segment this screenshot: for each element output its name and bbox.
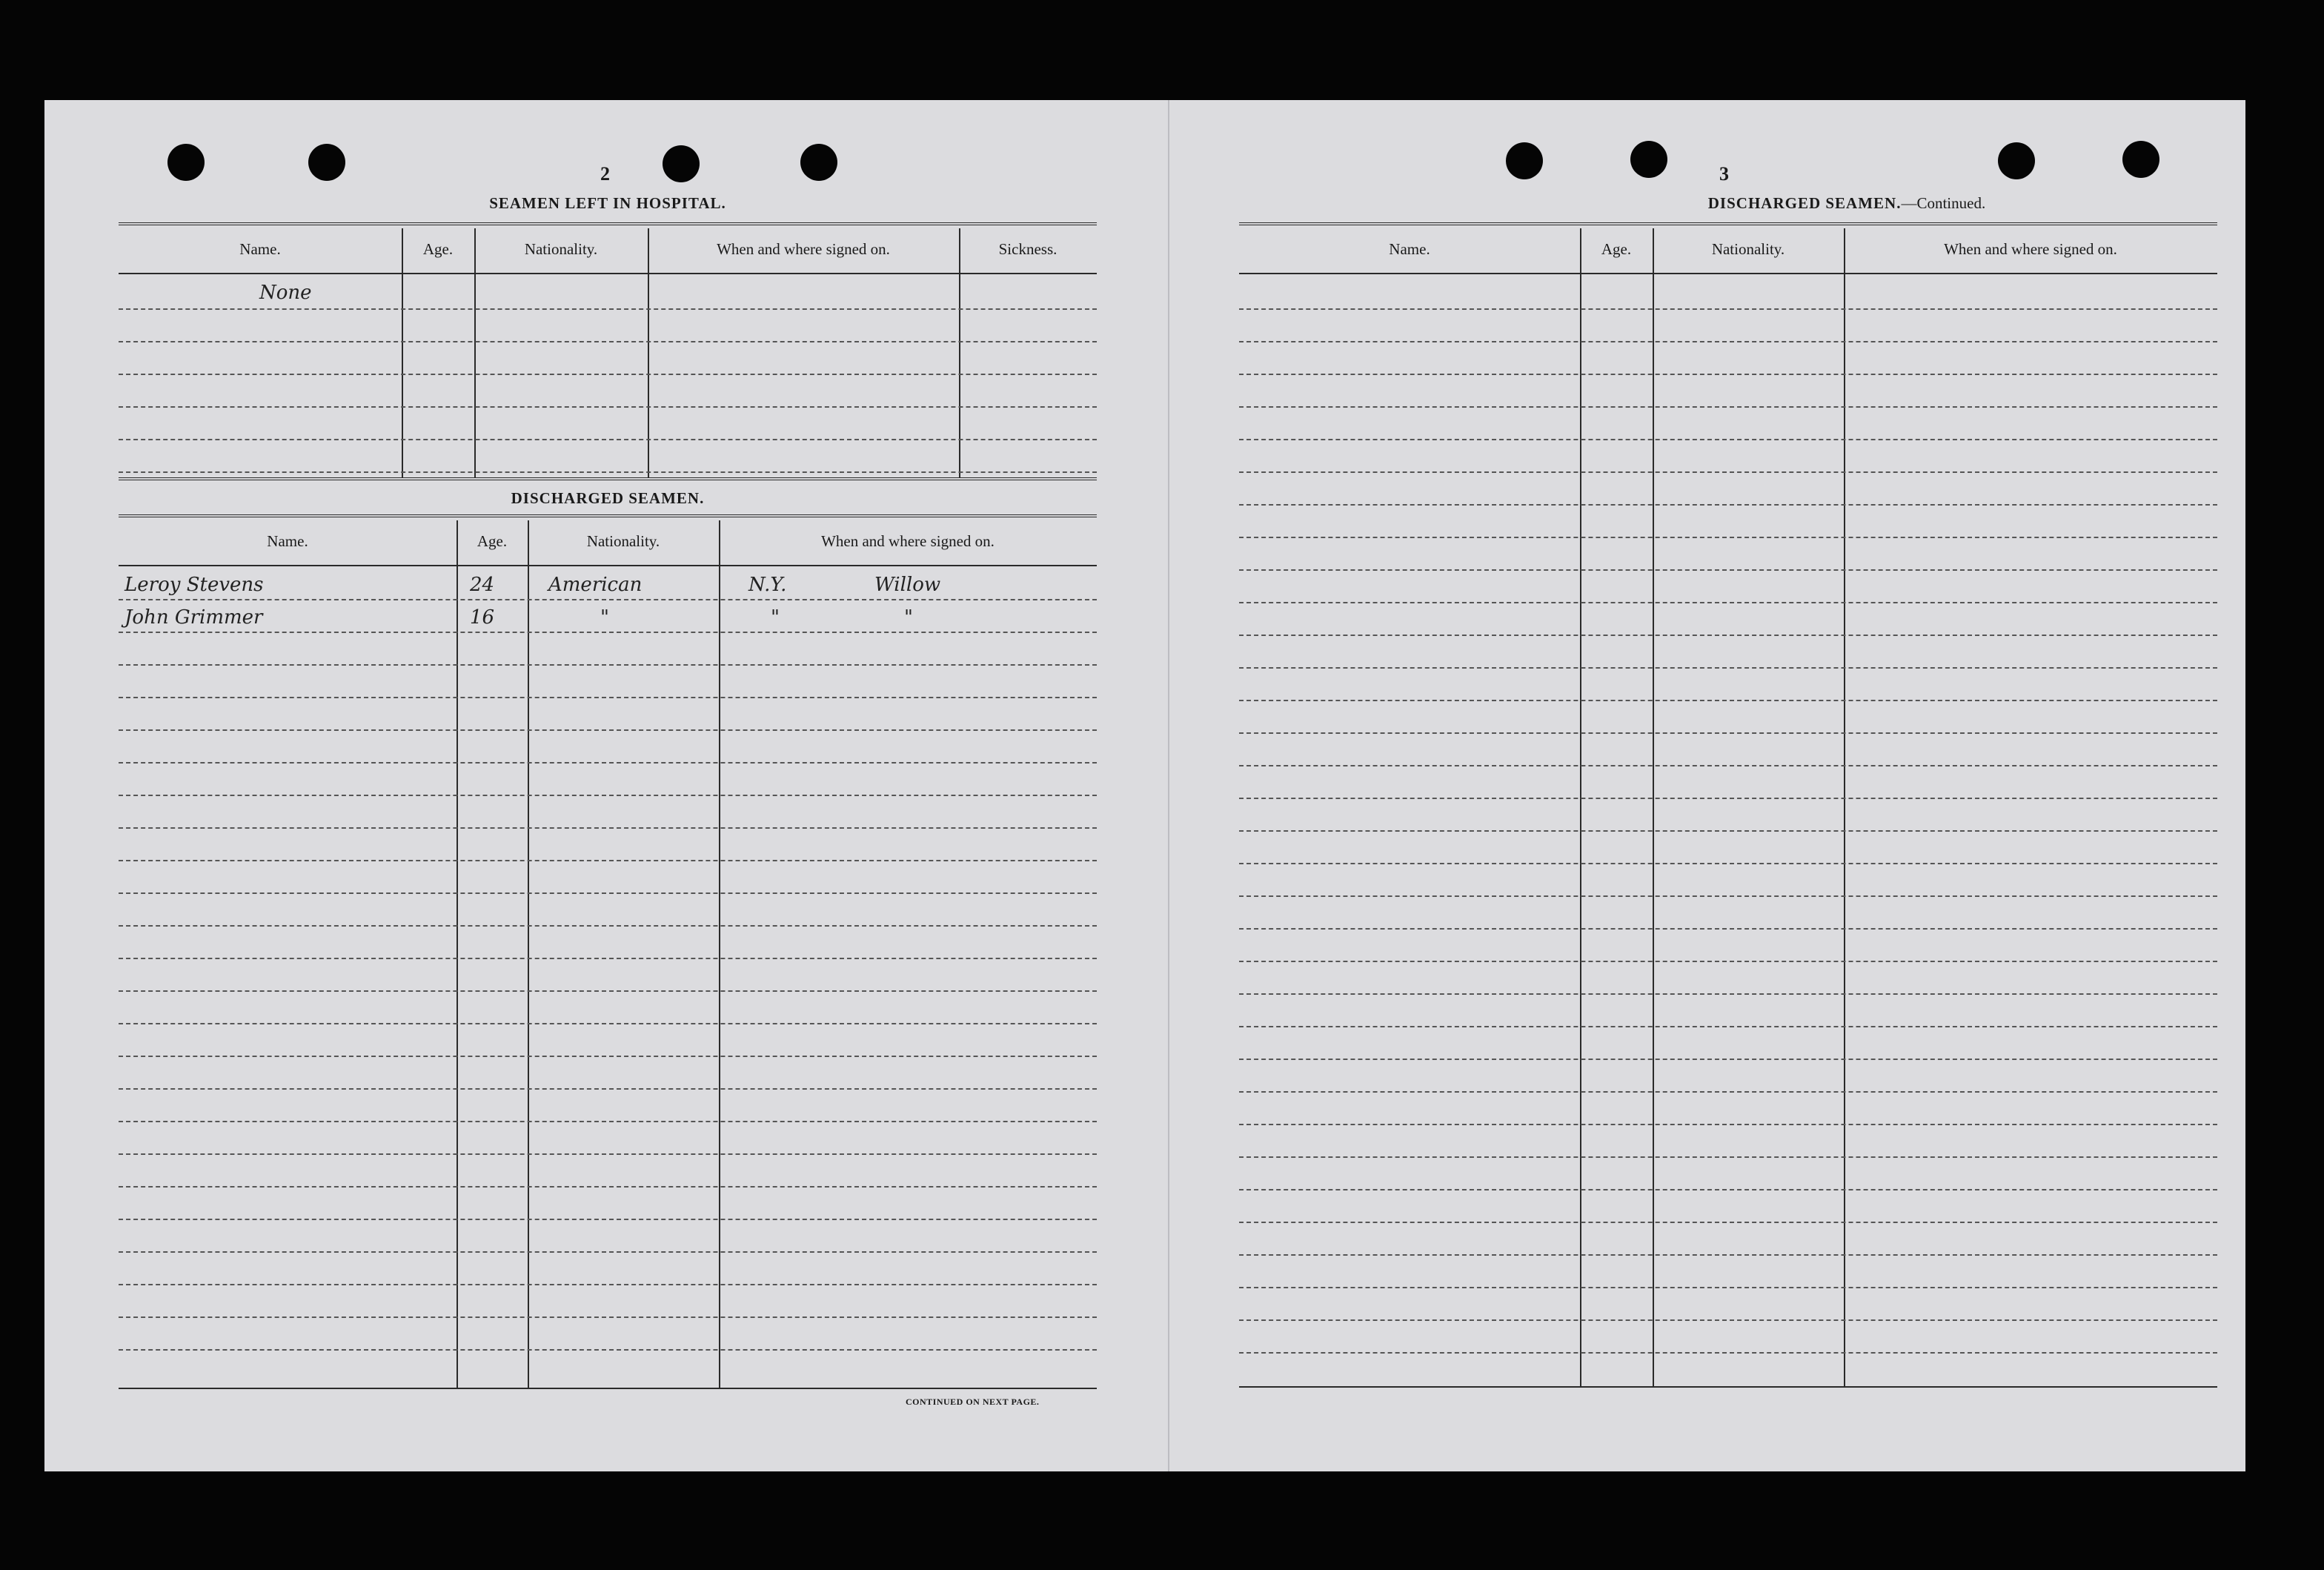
column-header-nationality: Nationality. [586,532,660,550]
ruled-line [1239,1222,2217,1223]
ruled-line [119,599,1097,600]
ruled-line [119,1251,1097,1253]
ruled-line [1239,1124,2217,1125]
ruled-line [119,1121,1097,1122]
ruled-line [119,827,1097,829]
ruled-line [119,697,1097,698]
ruled-line [119,925,1097,927]
section-title-continued: —Continued. [1901,194,1986,212]
discharged-continued-table [1239,222,2217,1394]
ruled-line [119,1284,1097,1285]
ruled-line [1239,1091,2217,1093]
hospital-table [119,222,1097,483]
column-header-nationality: Nationality. [524,240,598,258]
column-header-age: Age. [477,532,508,550]
ruled-line [1239,374,2217,375]
ruled-line [119,990,1097,992]
ruled-line [1239,993,2217,995]
ruled-line [1239,798,2217,799]
discharged-row-signed-on-place: " [771,606,780,629]
punch-hole [800,144,837,181]
continued-footer: CONTINUED ON NEXT PAGE. [906,1397,1040,1407]
page-number: 3 [1719,163,1729,185]
ruled-line [1239,1287,2217,1288]
ruled-line [119,1316,1097,1318]
ruled-line [1239,406,2217,408]
punch-hole [2122,141,2159,178]
discharged-row-age: 16 [470,606,495,629]
punch-hole [1630,141,1667,178]
discharged-row-nationality: " [600,606,609,629]
ruled-line [1239,1254,2217,1256]
ruled-line [119,1186,1097,1188]
discharged-table [119,514,1097,1389]
column-header-age: Age. [422,240,454,258]
ruled-line [1239,602,2217,603]
discharged-row-name: John Grimmer [124,606,263,629]
page-number: 2 [600,163,610,185]
column-header-age: Age. [1601,240,1632,258]
ruled-line [119,1349,1097,1351]
ruled-line [119,795,1097,796]
page-fold [1168,100,1169,1471]
column-header-signed-on: When and where signed on. [821,532,995,550]
ruled-line [1239,341,2217,342]
ruled-line [1239,830,2217,832]
section-title: SEAMEN LEFT IN HOSPITAL. [489,194,726,212]
section-title [1239,194,2217,213]
ruled-line [1239,667,2217,669]
punch-hole [167,144,205,181]
ruled-line [1239,308,2217,310]
ruled-line [119,664,1097,666]
ruled-line [1239,504,2217,506]
punch-hole [1998,142,2035,179]
punch-hole [308,144,345,181]
ruled-line [1239,928,2217,930]
punch-hole [663,145,700,182]
hospital-row-name: None [259,282,312,304]
discharged-row-signed-on-place: N.Y. [748,574,787,596]
ruled-line [119,762,1097,764]
ruled-line [1239,1026,2217,1027]
section-title-text: DISCHARGED SEAMEN. [1707,194,1902,212]
ruled-line [1239,635,2217,636]
ruled-line [1239,895,2217,897]
ruled-line [119,729,1097,731]
section-title: DISCHARGED SEAMEN. [511,489,705,507]
ruled-line [119,632,1097,633]
ruled-line [119,860,1097,861]
column-header-signed-on: When and where signed on. [717,240,890,258]
discharged-row-nationality: American [548,574,643,596]
ruled-line [1239,537,2217,538]
column-header-name: Name. [267,532,308,550]
ruled-line [1239,569,2217,571]
column-header-name: Name. [239,240,281,258]
ruled-line [1239,863,2217,864]
ruled-line [119,1023,1097,1024]
discharged-row-signed-on-ship: " [904,606,913,629]
discharged-row-age: 24 [470,574,495,596]
column-header-signed-on: When and where signed on. [1944,240,2117,258]
ruled-line [1239,1352,2217,1354]
discharged-row-signed-on-ship: Willow [874,574,941,596]
ruled-line [119,892,1097,894]
ruled-line [1239,700,2217,701]
punch-hole [1506,142,1543,179]
column-header-sickness: Sickness. [998,240,1058,258]
ruled-line [1239,471,2217,473]
ruled-line [1239,1189,2217,1190]
ruled-line [119,1153,1097,1155]
ruled-line [119,1088,1097,1090]
ruled-line [1239,439,2217,440]
discharged-row-name: Leroy Stevens [124,574,264,596]
ruled-line [119,1056,1097,1057]
ruled-line [1239,1319,2217,1321]
ruled-line [1239,732,2217,734]
column-header-name: Name. [1389,240,1430,258]
ruled-line [1239,765,2217,766]
column-header-nationality: Nationality. [1711,240,1785,258]
ruled-line [119,958,1097,959]
ruled-line [119,1219,1097,1220]
ruled-line [1239,1059,2217,1060]
ruled-line [1239,961,2217,962]
ruled-line [1239,1156,2217,1158]
